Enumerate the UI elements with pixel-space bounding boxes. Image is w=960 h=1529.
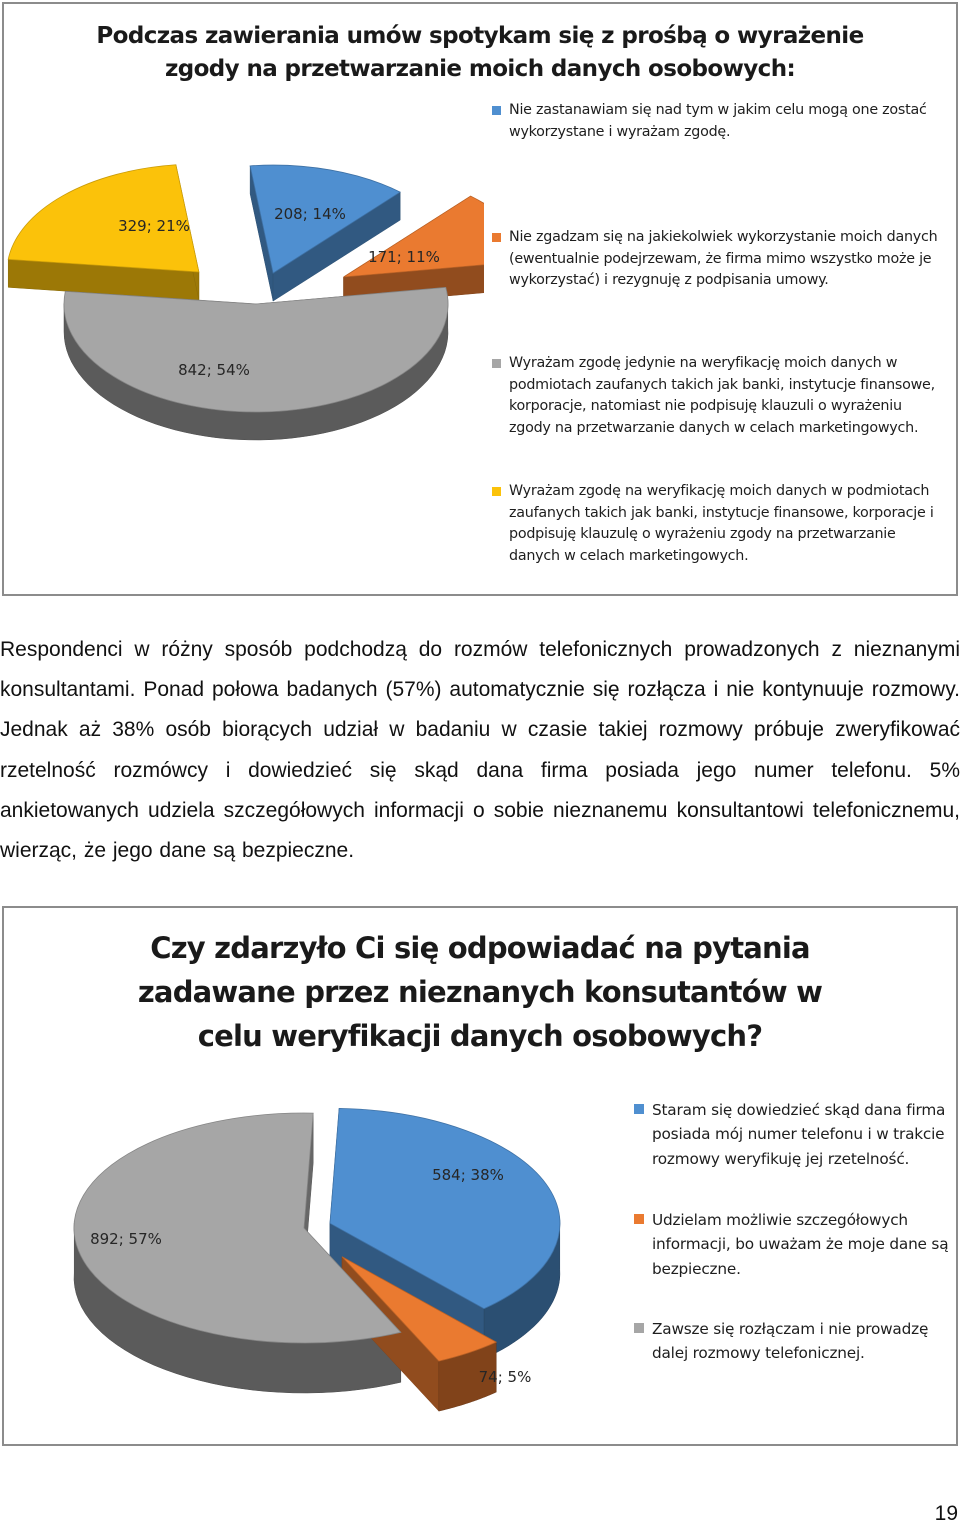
- data-label: 171; 11%: [368, 248, 440, 266]
- legend-label: Wyrażam zgodę na weryfikację moich danych w podmiotach zaufanych takich jak banki, instytucje finansowe, korporacje i podpisuję klauzulę o wyrażeniu zgody na przetwarzanie danych w celach marketingowych.: [509, 483, 934, 564]
- legend-item: [632, 1098, 952, 1171]
- legend-swatch: [492, 106, 501, 115]
- legend-label: Wyrażam zgodę jedynie na weryfikację moich danych w podmiotach zaufanych takich jak banki, instytucje finansowe, korporacje, natomiast nie podpisuję klauzuli o wyrażeniu zgody na przetwarzanie danych w celach marketingowych.: [509, 355, 935, 436]
- data-label: 208; 14%: [274, 205, 346, 223]
- chart-title: Podczas zawierania umów spotykam się z prośbą o wyrażenie zgody na przetwarzanie moich danych osobowych:: [96, 23, 864, 82]
- data-label: 74; 5%: [478, 1368, 532, 1386]
- legend-swatch: [492, 359, 501, 368]
- legend-item: [632, 1208, 952, 1281]
- data-label: 842; 54%: [178, 361, 250, 379]
- legend-swatch: [634, 1323, 644, 1333]
- chart-unknown-consultants: [2, 906, 958, 1446]
- legend-item: [490, 353, 945, 439]
- legend-swatch: [634, 1214, 644, 1224]
- legend-item: [632, 1317, 952, 1366]
- legend-label: Nie zgadzam się na jakiekolwiek wykorzystanie moich danych (ewentualnie podejrzewam, że firma mimo wszystko może je wykorzystać) i rezygnuję z podpisania umowy.: [509, 229, 938, 288]
- legend-item: [490, 227, 945, 292]
- legend-label: Zawsze się rozłączam i nie prowadzę dalej rozmowy telefonicznej.: [652, 1320, 929, 1363]
- data-label: 892; 57%: [90, 1230, 162, 1248]
- page-number: 19: [934, 1502, 958, 1525]
- chart-consent-contracts: [2, 2, 958, 596]
- legend-item: [490, 100, 945, 143]
- legend-item: [490, 481, 945, 567]
- legend-label: Udzielam możliwie szczegółowych informacji, bo uważam że moje dane są bezpieczne.: [652, 1211, 949, 1278]
- legend-swatch: [492, 487, 501, 496]
- legend-swatch: [634, 1104, 644, 1114]
- data-label: 584; 38%: [432, 1166, 504, 1184]
- data-label: 329; 21%: [118, 217, 190, 235]
- legend-label: Staram się dowiedzieć skąd dana firma posiada mój numer telefonu i w trakcie rozmowy weryfikuję jej rzetelność.: [652, 1101, 946, 1168]
- chart-title: Czy zdarzyło Ci się odpowiadać na pytania zadawane przez nieznanych konsutantów w celu weryfikacji danych osobowych?: [137, 931, 823, 1053]
- body-paragraph: Respondenci w różny sposób podchodzą do rozmów telefonicznych prowadzonych z nieznanymi konsultantami. Ponad połowa badanych (57%) automatycznie się rozłącza i nie kontynuuje rozmowy. Jednak aż 38% osób biorących udział w badaniu w czasie takiej rozmowy próbuje zweryfikować rzetelność rozmówcy i dowiedzieć się skąd dana firma posiada jego numer telefonu. 5% ankietowanych udziela szczegółowych informacji o sobie nieznanemu konsultantowi telefonicznemu, wierząc, że jego dane są bezpieczne.: [0, 638, 960, 863]
- legend-swatch: [492, 233, 501, 242]
- legend-label: Nie zastanawiam się nad tym w jakim celu mogą one zostać wykorzystane i wyrażam zgodę.: [509, 102, 927, 140]
- pie-chart: [4, 4, 484, 598]
- pie-chart: [4, 908, 624, 1448]
